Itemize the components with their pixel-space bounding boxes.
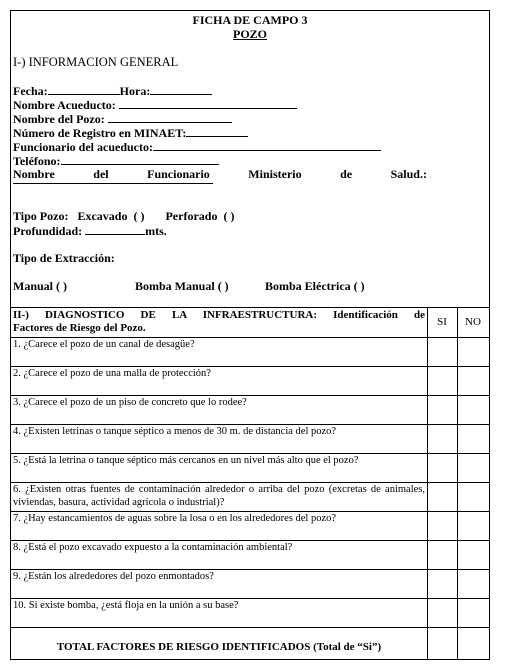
question-6: 6. ¿Existen otras fuentes de contaminación alrededor o arriba del pozo (excretas de animales, viviendas, basura, actividad agrícola o industrial)? [13, 484, 425, 508]
question-3: 3. ¿Carece el pozo de un piso de concreto que lo rodee? [13, 397, 247, 408]
registro-field[interactable] [186, 125, 248, 137]
manual-label: Manual [13, 279, 54, 293]
ministerio-word: Nombre [13, 167, 55, 181]
perforado-checkbox[interactable]: ( ) [223, 209, 235, 223]
question-9: 9. ¿Están los alrededores del pozo enmontados? [13, 571, 214, 582]
profundidad-field[interactable] [85, 223, 145, 235]
question-7: 7. ¿Hay estancamientos de aguas sobre la losa o en los alrededores del pozo? [13, 513, 337, 524]
form-subtitle: POZO [232, 27, 267, 41]
bomba-electrica-label: Bomba Eléctrica [265, 279, 351, 293]
perforado-label: Perforado [165, 209, 218, 223]
funcionario-acueducto-field[interactable] [153, 139, 381, 151]
field-form [10, 10, 490, 660]
hora-field[interactable] [150, 83, 212, 95]
col-no-header: NO [465, 316, 481, 328]
row-border [11, 627, 489, 628]
nombre-acueducto-field[interactable] [119, 97, 297, 109]
ministerio-word: Ministerio [248, 167, 302, 181]
nombre-pozo-label: Nombre del Pozo: [13, 112, 105, 126]
registro-label: Número de Registro en MINAET: [13, 126, 187, 140]
telefono-label: Teléfono: [13, 154, 61, 168]
total-row-label: TOTAL FACTORES DE RIESGO IDENTIFICADOS (Total de “Si”) [56, 641, 382, 653]
funcionario-ministerio-row [13, 167, 427, 182]
telefono-field[interactable] [61, 153, 219, 165]
fecha-label: Fecha: [13, 84, 48, 98]
funcionario-acueducto-label: Funcionario del acueducto: [13, 140, 153, 154]
question-5: 5. ¿Está la letrina o tanque séptico más cercanos en un nivel más alto que el pozo? [13, 455, 359, 466]
bomba-manual-option [135, 279, 229, 294]
manual-option [13, 279, 67, 294]
section2-top-border [11, 307, 489, 308]
excavado-checkbox[interactable]: ( ) [133, 209, 145, 223]
fecha-field[interactable] [48, 83, 120, 95]
nombre-acueducto-label: Nombre Acueducto: [13, 98, 116, 112]
section2-heading-cont: Factores de Riesgo del Pozo. [13, 322, 146, 334]
profundidad-unit: mts. [145, 224, 167, 238]
profundidad-row [13, 223, 167, 239]
question-1: 1. ¿Carece el pozo de un canal de desagüe? [13, 339, 195, 350]
section1-heading: I-) INFORMACION GENERAL [13, 55, 179, 69]
tipo-pozo-label: Tipo Pozo: [13, 209, 69, 223]
question-8: 8. ¿Está el pozo excavado expuesto a la contaminación ambiental? [13, 542, 293, 553]
question-4: 4. ¿Existen letrinas o tanque séptico a menos de 30 m. de distancia del pozo? [13, 426, 337, 437]
funcionario-ministerio-field[interactable] [13, 183, 213, 184]
ministerio-word: del [93, 167, 109, 181]
form-title: FICHA DE CAMPO 3 [192, 13, 308, 27]
ministerio-word: Salud.: [390, 167, 427, 181]
answer-si-cell[interactable] [428, 338, 457, 366]
hora-label: Hora: [119, 84, 151, 98]
tipo-pozo-row [13, 209, 234, 224]
ministerio-word: Funcionario [147, 167, 210, 181]
bomba-electrica-option [265, 279, 365, 294]
bomba-manual-checkbox[interactable]: ( ) [217, 279, 229, 293]
manual-checkbox[interactable]: ( ) [56, 279, 68, 293]
question-10: 10. Si existe bomba, ¿está floja en la unión a su base? [13, 600, 239, 611]
bomba-electrica-checkbox[interactable]: ( ) [353, 279, 365, 293]
question-2: 2. ¿Carece el pozo de una malla de protección? [13, 368, 211, 379]
ministerio-word: de [340, 167, 353, 181]
excavado-label: Excavado [77, 209, 128, 223]
tipo-extraccion-label: Tipo de Extracción: [13, 251, 115, 265]
answer-no-cell[interactable] [458, 338, 489, 366]
nombre-pozo-field[interactable] [108, 111, 232, 123]
col-si-header: SI [437, 316, 447, 328]
bomba-manual-label: Bomba Manual [135, 279, 215, 293]
profundidad-label: Profundidad: [13, 224, 83, 238]
section2-heading: II-) DIAGNOSTICO DE LA INFRAESTRUCTURA: Identificación de [13, 309, 425, 321]
